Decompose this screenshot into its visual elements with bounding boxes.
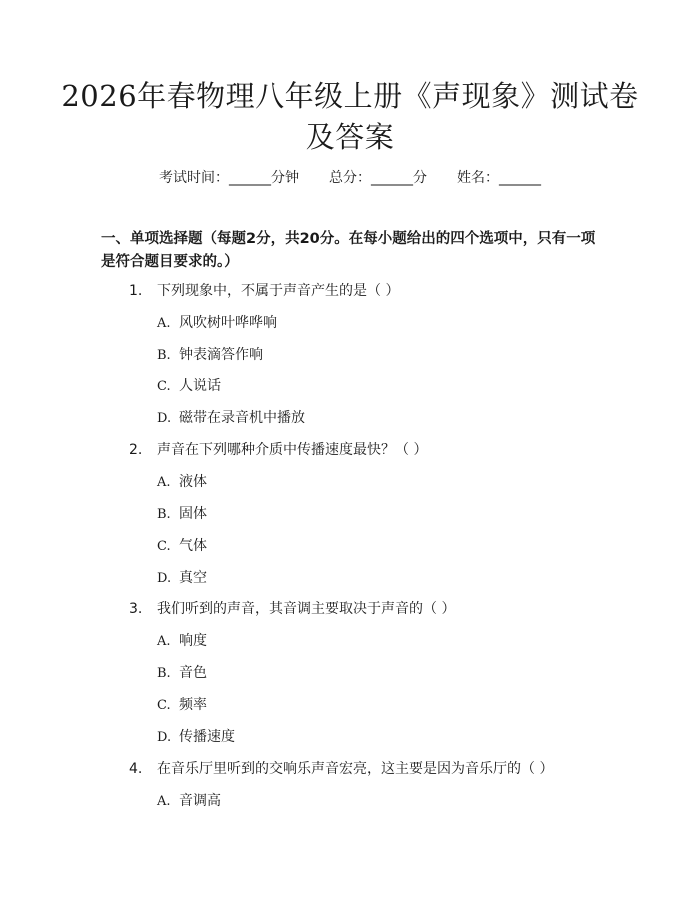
question-4 — [129, 759, 553, 779]
option-text: 人说话 — [179, 378, 221, 394]
q3-option-d — [157, 727, 235, 748]
section-heading: 一、单项选择题（每题2分，共20分。在每小题给出的四个选项中，只有一项是符合题目要求的。） — [101, 231, 596, 270]
question-text: 声音在下列哪种介质中传播速度最快？（ ） — [157, 442, 428, 458]
document-title — [60, 76, 640, 158]
title-line-1: 2026年春物理八年级上册《声现象》测试卷 — [61, 79, 639, 113]
question-text: 下列现象中，不属于声音产生的是（ ） — [157, 283, 400, 299]
title-line-2: 及答案 — [305, 120, 395, 154]
option-text: 频率 — [179, 697, 207, 713]
option-text: 响度 — [179, 633, 207, 649]
question-2 — [129, 440, 427, 460]
q3-option-c — [157, 695, 207, 716]
q2-option-b — [157, 504, 207, 525]
q2-option-c — [157, 536, 207, 557]
option-text: 音调高 — [179, 793, 221, 809]
option-letter: A. — [157, 475, 171, 490]
option-letter: B. — [157, 348, 171, 363]
option-text: 钟表滴答作响 — [179, 347, 263, 363]
question-number: 2. — [129, 442, 143, 458]
option-letter: A. — [157, 794, 171, 809]
option-text: 固体 — [179, 506, 207, 522]
option-letter: B. — [157, 507, 171, 522]
q3-option-a — [157, 631, 207, 652]
student-name-field: 姓名：______ — [457, 170, 541, 186]
question-text: 我们听到的声音，其音调主要取决于声音的（ ） — [157, 601, 456, 617]
option-text: 传播速度 — [179, 729, 235, 745]
option-letter: A. — [157, 634, 171, 649]
exam-meta — [0, 168, 700, 188]
option-letter: A. — [157, 316, 171, 331]
option-text: 液体 — [179, 474, 207, 490]
option-letter: D. — [157, 571, 172, 586]
question-number: 1. — [129, 283, 143, 299]
option-letter: C. — [157, 698, 171, 713]
q3-option-b — [157, 663, 207, 684]
q1-option-a — [157, 313, 277, 334]
question-number: 4. — [129, 761, 143, 777]
option-text: 风吹树叶哗哗响 — [179, 315, 277, 331]
q2-option-d — [157, 568, 207, 589]
option-text: 气体 — [179, 538, 207, 554]
option-letter: D. — [157, 411, 172, 426]
q4-option-a — [157, 791, 221, 812]
option-letter: B. — [157, 666, 171, 681]
question-1 — [129, 281, 399, 301]
question-text: 在音乐厅里听到的交响乐声音宏亮，这主要是因为音乐厅的（ ） — [157, 761, 554, 777]
option-letter: C. — [157, 539, 171, 554]
total-score-field: 总分：______分 — [329, 170, 427, 186]
exam-time-field: 考试时间：______分钟 — [159, 170, 299, 186]
option-text: 真空 — [179, 570, 207, 586]
option-letter: C. — [157, 379, 171, 394]
q1-option-b — [157, 345, 263, 366]
q1-option-d — [157, 408, 305, 429]
option-text: 磁带在录音机中播放 — [179, 410, 305, 426]
question-number: 3. — [129, 601, 143, 617]
option-letter: D. — [157, 730, 172, 745]
q2-option-a — [157, 472, 207, 493]
option-text: 音色 — [179, 665, 207, 681]
question-3 — [129, 599, 455, 619]
q1-option-c — [157, 376, 221, 397]
